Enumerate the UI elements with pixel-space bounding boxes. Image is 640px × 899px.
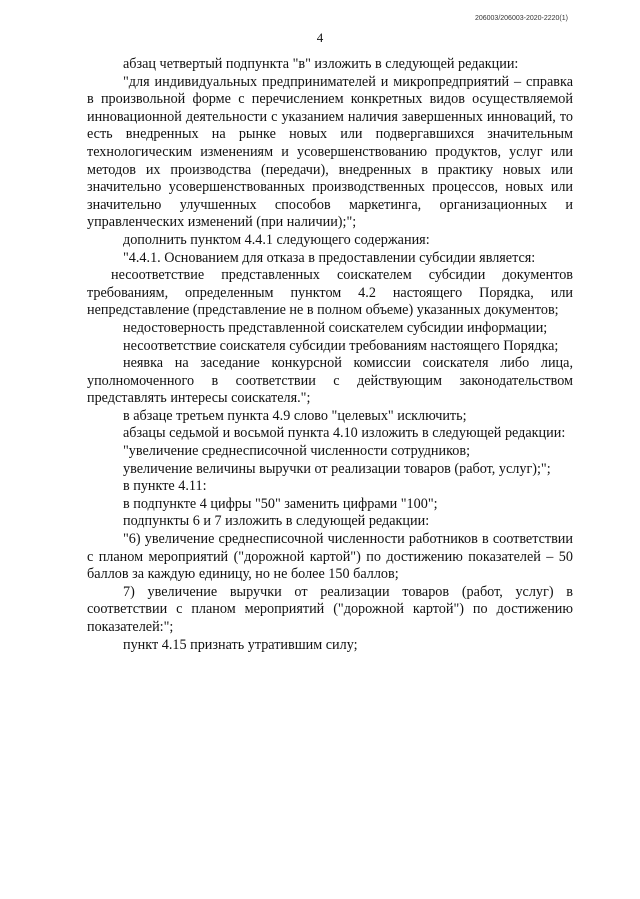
document-id: 206003/206003-2020-2220(1): [474, 15, 568, 22]
paragraph-7: несоответствие соискателя субсидии требованиям настоящего Порядка;: [123, 337, 559, 354]
paragraph-15: подпункты 6 и 7 изложить в следующей редакции:: [123, 513, 430, 530]
paragraph-13: в пункте 4.11:: [123, 478, 207, 495]
paragraph-12: увеличение величины выручки от реализации товаров (работ, услуг);";: [123, 460, 551, 477]
paragraph-6: недостоверность представленной соискателем субсидии информации;: [123, 319, 548, 336]
paragraph-9: в абзаце третьем пункта 4.9 слово "целевых" исключить;: [123, 407, 467, 424]
page-number: 4: [316, 30, 324, 45]
paragraph-14: в подпункте 4 цифры "50" заменить цифрами "100";: [123, 495, 438, 512]
document-body: [87, 56, 573, 654]
paragraph-4: "4.4.1. Основанием для отказа в предоставлении субсидии является:: [123, 249, 536, 266]
paragraph-16: "6) увеличение среднесписочной численности работников в соответствии с планом мероприятий ("дорожной картой") по достижению показателей – 50 баллов за каждую единицу, но не более 150 баллов;: [87, 531, 573, 583]
paragraph-8: неявка на заседание конкурсной комиссии соискателя либо лица, уполномоченного в соответствии с действующим законодательством представлять интересы соискателя.";: [87, 355, 573, 407]
paragraph-2: "для индивидуальных предпринимателей и микропредприятий – справка в произвольной форме с перечислением конкретных видов осуществляемой инновационной деятельности с указанием наличия завершенных инноваций, то есть внедренных на рынке новых или подвергавшихся значительным технологическим изменениям и усовершенствованию продуктов, услуг или методов их производства (передачи), внедренных в практику новых или значительно усовершенствованных производственных процессов, новых или значительно улучшенных способов маркетинга, организационных и управленческих изменений (при наличии);";: [87, 73, 573, 231]
paragraph-11: "увеличение среднесписочной численности сотрудников;: [123, 443, 471, 460]
paragraph-3: дополнить пунктом 4.4.1 следующего содержания:: [123, 231, 430, 248]
paragraph-1: абзац четвертый подпункта "в" изложить в следующей редакции:: [123, 56, 519, 72]
paragraph-17: 7) увеличение выручки от реализации товаров (работ, услуг) в соответствии с планом мероприятий ("дорожной картой") по достижению показателей:";: [87, 583, 573, 635]
paragraph-5: несоответствие представленных соискателем субсидии документов требованиям, определенным пунктом 4.2 настоящего Порядка, или непредставление (представление не в полном объеме) указанных документов;: [87, 267, 573, 319]
paragraph-18: пункт 4.15 признать утратившим силу;: [123, 636, 358, 653]
paragraph-10: абзацы седьмой и восьмой пункта 4.10 изложить в следующей редакции:: [123, 425, 566, 442]
